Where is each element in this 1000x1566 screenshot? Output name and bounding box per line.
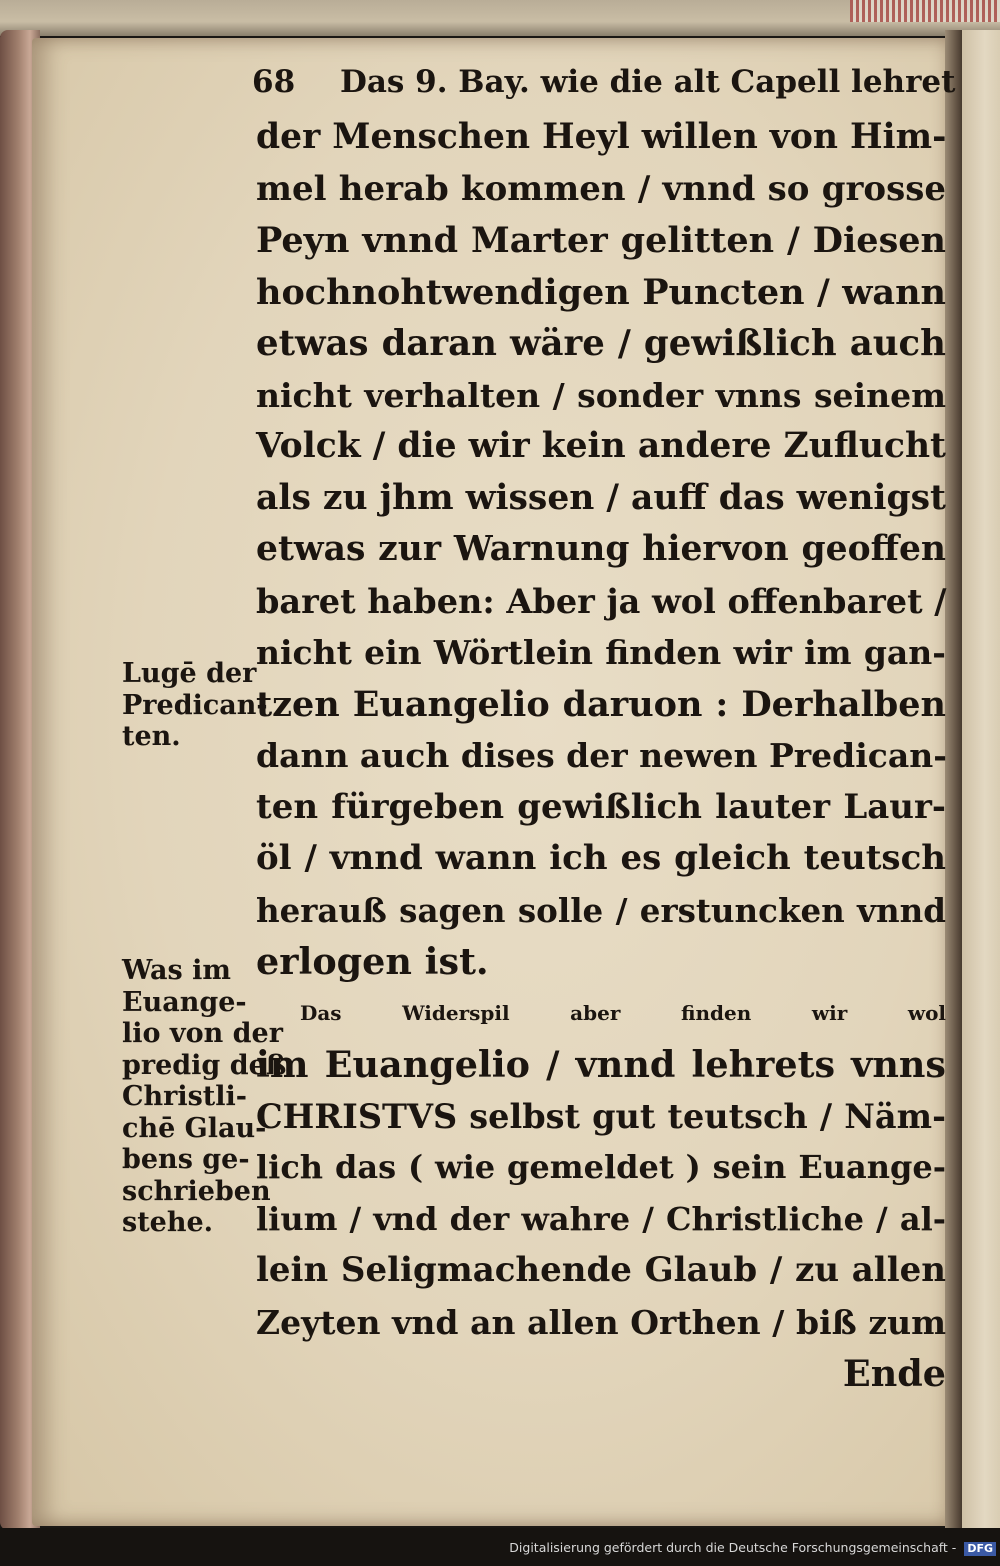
margin-note-line: lio von der — [122, 1018, 283, 1049]
margin-note-line: Christli- — [122, 1081, 247, 1112]
text-line: Volck / die wir kein andere Zuflucht — [256, 426, 946, 466]
paragraph-start-line: Das Widerspil aber finden wir wol — [300, 1000, 946, 1025]
text-line: baret haben: Aber ja wol offenbaret / — [256, 581, 947, 621]
text-line: als zu jhm wissen / auff das wenigst — [256, 477, 946, 518]
margin-note-line: Euange- — [122, 986, 247, 1018]
margin-note-line: schrieben — [122, 1175, 271, 1207]
text-line: im Euangelio / vnnd lehrets vnns — [256, 1043, 946, 1086]
digitization-credit — [509, 1540, 996, 1556]
text-line: erlogen ist. — [256, 940, 489, 983]
main-text-block — [256, 112, 946, 1400]
margin-note-predicanten — [122, 658, 268, 753]
text-line: lich das ( wie gemeldet ) sein Euange- — [256, 1148, 946, 1186]
text-line: nicht ein Wörtlein finden wir im gan- — [256, 633, 946, 672]
margin-note-line: predig deß — [122, 1049, 287, 1081]
margin-note-line: ten. — [122, 721, 181, 752]
text-line: herauß sagen solle / erstuncken vnnd — [256, 890, 946, 930]
text-line: CHRISTVS selbst gut teutsch / Näm- — [256, 1096, 946, 1136]
facing-page-edge — [962, 30, 1000, 1530]
text-line: tzen Euangelio daruon : Derhalben — [256, 683, 946, 725]
running-title: Das 9. Bay. wie die alt Capell lehret — [339, 64, 956, 100]
running-header — [252, 64, 956, 114]
text-line: etwas zur Warnung hiervon geoffen — [256, 529, 946, 569]
text-line: lium / vnd der wahre / Christliche / al- — [256, 1199, 946, 1238]
credit-text: Digitalisierung gefördert durch die Deutsche Forschungsgemeinschaft - — [509, 1540, 957, 1555]
text-line: mel herab kommen / vnnd so grosse — [256, 168, 946, 209]
binding-ribbon — [850, 0, 1000, 22]
margin-note-line: bens ge- — [122, 1144, 250, 1175]
dfg-logo: DFG — [964, 1542, 996, 1556]
page-number: 68 — [252, 64, 296, 100]
text-line: lein Seligmachende Glaub / zu allen — [256, 1250, 946, 1290]
margin-note-line: stehe. — [122, 1207, 214, 1238]
text-line: Zeyten vnd an allen Orthen / biß zum — [256, 1302, 946, 1342]
margin-note-euangelio — [122, 955, 286, 1239]
text-line: öl / vnnd wann ich es gleich teutsch — [256, 838, 946, 878]
text-line: nicht verhalten / sonder vnns seinem — [256, 375, 946, 415]
margin-note-line: Predican- — [122, 689, 268, 721]
margin-note-line: Lugē der — [122, 658, 257, 689]
text-line: der Menschen Heyl willen von Him- — [256, 117, 947, 157]
text-line: Peyn vnnd Marter gelitten / Diesen — [256, 220, 946, 261]
text-line: hochnohtwendigen Puncten / wann — [256, 271, 946, 313]
margin-note-line: chē Glau- — [122, 1112, 267, 1144]
catchword: Ende — [842, 1352, 946, 1395]
text-line: ten fürgeben gewißlich lauter Laur- — [256, 786, 946, 827]
text-line: etwas daran wäre / gewißlich auch — [256, 323, 946, 364]
text-line: dann auch dises der newen Predican- — [256, 736, 947, 775]
margin-note-line: Was im — [122, 955, 231, 986]
